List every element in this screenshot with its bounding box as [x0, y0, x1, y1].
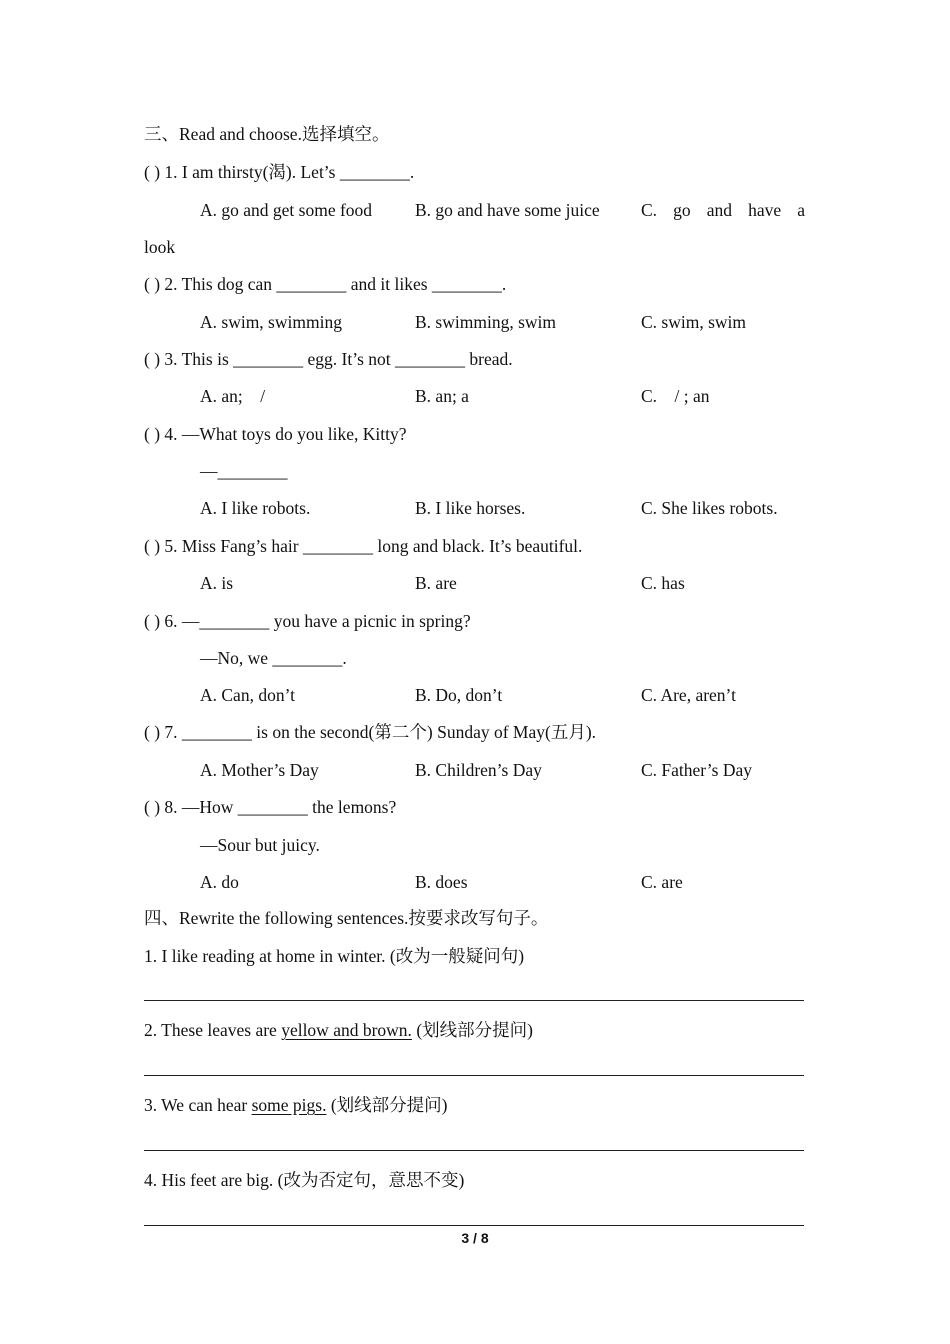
question-3-option-b: B. an; a [415, 386, 469, 406]
question-6-reply: —No, we ________. [200, 648, 347, 668]
question-4-option-b: B. I like horses. [415, 498, 526, 518]
question-3-stem: ( ) 3. This is ________ egg. It’s not ________ bread. [144, 349, 513, 369]
question-3-option-a: A. an; / [200, 386, 266, 406]
rewrite-item-3-text: 3. We can hear [144, 1095, 252, 1115]
rewrite-item-4: 4. His feet are big. (改为否定句，意思不变) [144, 1170, 465, 1190]
question-5-option-a: A. is [200, 573, 234, 593]
rewrite-item-1: 1. I like reading at home in winter. (改为一般疑问句) [144, 946, 525, 966]
rewrite-item-2 [144, 1019, 533, 1041]
question-5-option-c: C. has [641, 573, 685, 593]
question-1-option-c-continued: look [144, 237, 176, 257]
option-c-word: go [673, 200, 691, 220]
question-1-option-a: A. go and get some food [200, 200, 373, 220]
question-8-option-c: C. are [641, 872, 683, 892]
question-8-reply: —Sour but juicy. [200, 835, 320, 855]
question-2-option-c: C. swim, swim [641, 312, 747, 332]
question-6-option-c: C. Are, aren’t [641, 685, 736, 705]
question-8-stem: ( ) 8. —How ________ the lemons? [144, 797, 397, 817]
question-4-stem: ( ) 4. —What toys do you like, Kitty? [144, 424, 407, 444]
question-6-stem: ( ) 6. —________ you have a picnic in spring? [144, 611, 471, 631]
question-4-option-c: C. She likes robots. [641, 498, 778, 518]
rewrite-item-3-underlined: some pigs. [251, 1095, 327, 1115]
question-8-option-a: A. do [200, 872, 239, 892]
question-5-option-b: B. are [415, 573, 457, 593]
page-number: 3 / 8 [461, 1230, 489, 1246]
option-c-word: have [748, 200, 782, 220]
question-2-stem: ( ) 2. This dog can ________ and it likes ________. [144, 274, 507, 294]
option-c-word: C. [641, 200, 658, 220]
section-4-heading: 四、Rewrite the following sentences.按要求改写句子。 [144, 908, 549, 928]
question-3-option-c: C. / ; an [641, 386, 710, 406]
section-3-heading: 三、Read and choose.选择填空。 [144, 124, 390, 144]
rewrite-item-2-text: 2. These leaves are [144, 1020, 282, 1040]
question-4-option-a: A. I like robots. [200, 498, 311, 518]
question-7-option-a: A. Mother’s Day [200, 760, 319, 780]
question-7-option-c: C. Father’s Day [641, 760, 752, 780]
rewrite-answer-line-2[interactable] [144, 1075, 804, 1076]
rewrite-answer-line-1[interactable] [144, 1000, 804, 1001]
question-7-stem: ( ) 7. ________ is on the second(第二个) Sunday of May(五月). [144, 722, 597, 742]
question-6-option-b: B. Do, don’t [415, 685, 503, 705]
rewrite-answer-line-3[interactable] [144, 1150, 804, 1151]
question-7-option-b: B. Children’s Day [415, 760, 542, 780]
question-6-option-a: A. Can, don’t [200, 685, 295, 705]
option-c-word: a [797, 200, 805, 220]
question-1-option-b: B. go and have some juice [415, 200, 600, 220]
rewrite-item-2-underlined: yellow and brown. [281, 1020, 412, 1040]
question-1-stem: ( ) 1. I am thirsty(渴). Let’s ________. [144, 162, 415, 182]
question-4-reply: —________ [200, 461, 288, 481]
rewrite-answer-line-4[interactable] [144, 1225, 804, 1226]
option-c-word: and [706, 200, 732, 220]
rewrite-item-3-instruction: (划线部分提问) [326, 1095, 448, 1115]
question-2-option-b: B. swimming, swim [415, 312, 556, 332]
question-8-option-b: B. does [415, 872, 468, 892]
question-1-option-c [641, 199, 805, 221]
question-5-stem: ( ) 5. Miss Fang’s hair ________ long and black. It’s beautiful. [144, 536, 583, 556]
rewrite-item-2-instruction: (划线部分提问) [411, 1020, 533, 1040]
rewrite-item-3 [144, 1094, 448, 1116]
question-2-option-a: A. swim, swimming [200, 312, 342, 332]
